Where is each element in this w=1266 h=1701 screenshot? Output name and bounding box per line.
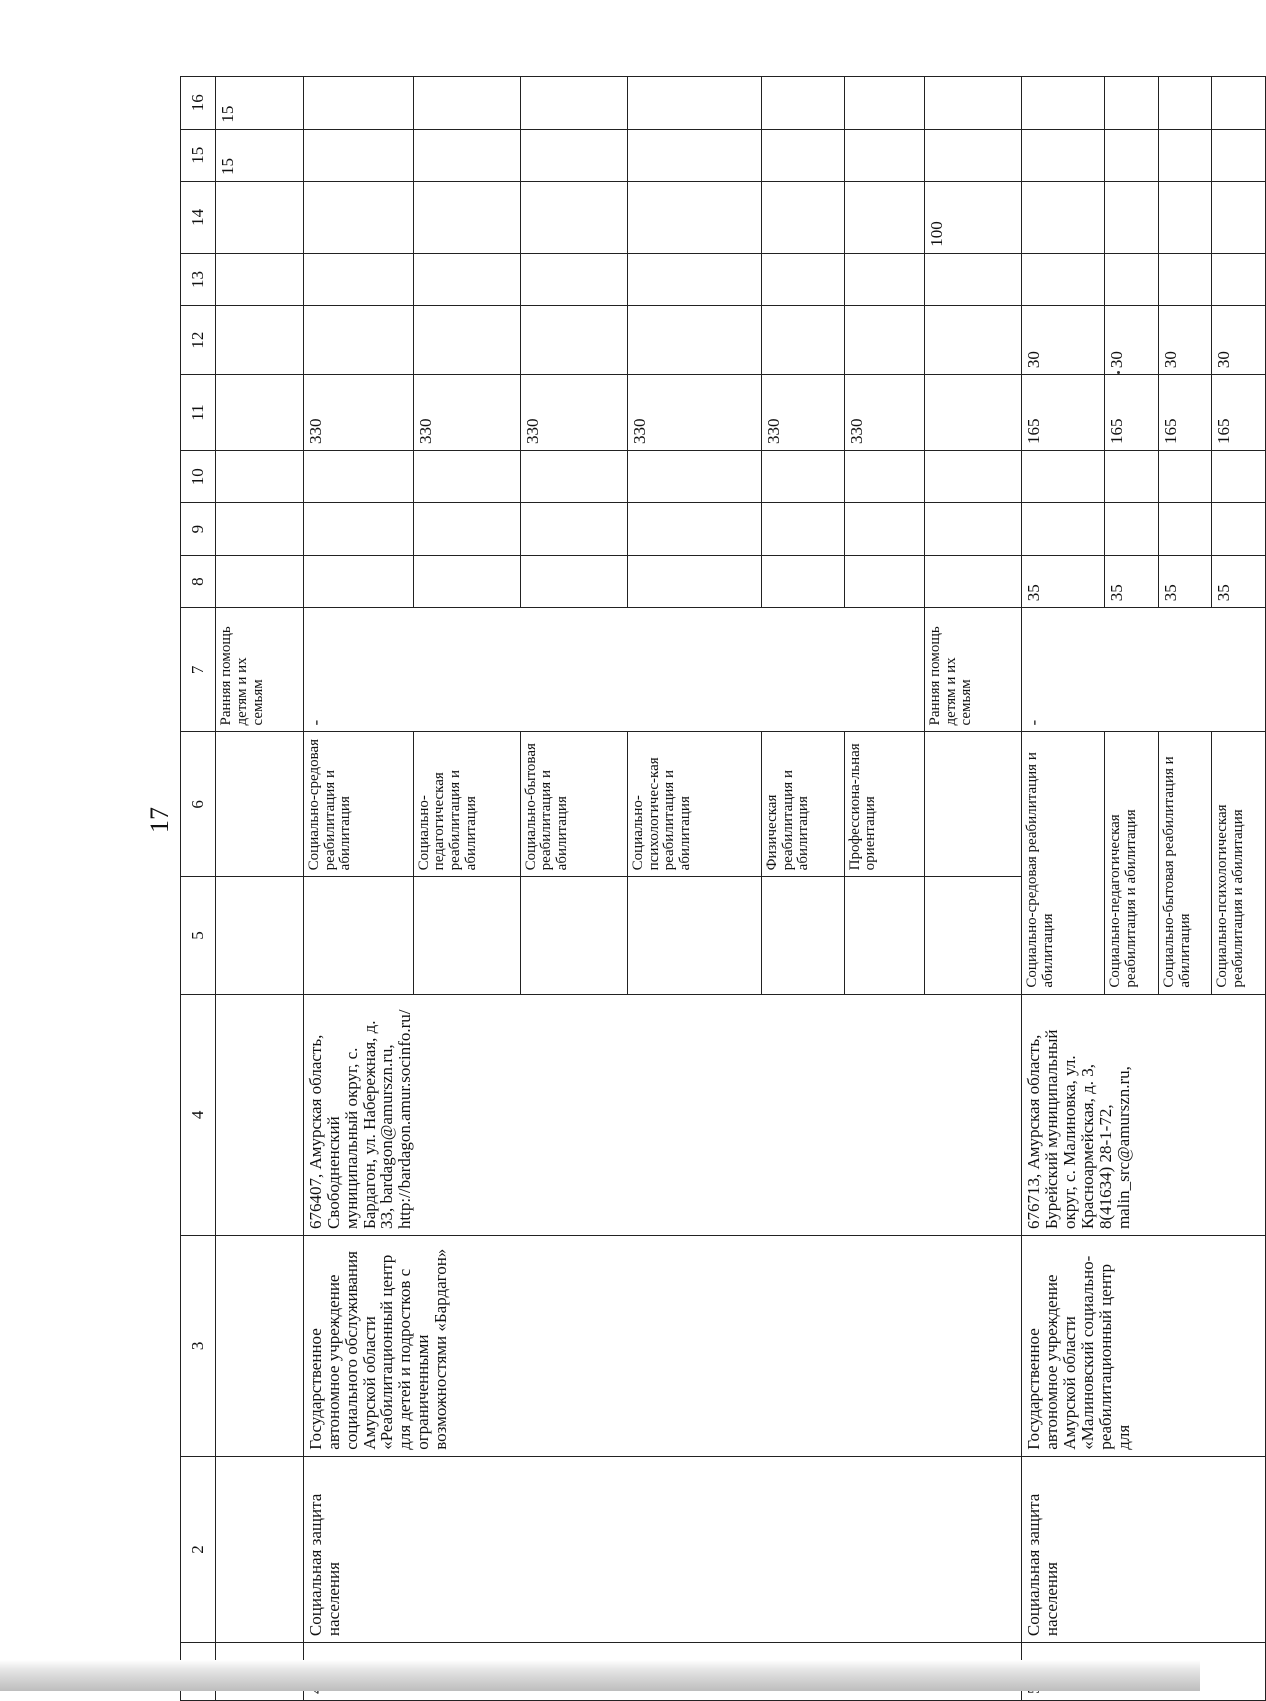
service-name: Профессиона-льная ориентация <box>844 732 924 877</box>
early-help-cell: Ранняя помощь детям и их семьям <box>924 608 1021 732</box>
service-name: Социально-педагогическая реабилитация и абилитация <box>413 732 520 877</box>
service-name: Социально-бытовая реабилитация и абилитация <box>520 732 627 877</box>
institution-cell: Государственное автономное учреждение социального обслуживания Амурской области «Реабилитационный центр для детей и подростков с ограниченными возможностями «Бардагон» <box>303 1236 1021 1457</box>
value-cell: 330 <box>761 375 844 451</box>
address-cell: 676407, Амурская область, Свободненский муниципальный округ, с. Бардагон, ул. Набережная, д. 33, bardagon@amurszn.ru, http://bardagon.amur.socinfo.ru/ <box>303 994 1021 1235</box>
early-help-cell: Ранняя помощь детям и их семьям <box>216 608 304 732</box>
value-cell: 330 <box>627 375 761 451</box>
value-cell: 35 <box>1212 555 1266 607</box>
column-number: 3 <box>181 1236 216 1457</box>
value-cell: 165 <box>1022 375 1105 451</box>
value-cell: 35 <box>1022 555 1105 607</box>
column-number: 12 <box>181 306 216 375</box>
column-number: 4 <box>181 994 216 1235</box>
address-cell: 676713, Амурская область, Бурейский муниципальный округ, с. Малиновка, ул. Красноармейская, д. 3, 8(41634) 28-1-72, malin_src@amurszn.ru, <box>1022 994 1266 1235</box>
sector-cell: Социальная защита населения <box>303 1456 1021 1642</box>
services-table <box>180 76 1266 1701</box>
page-number: 17 <box>145 807 174 833</box>
value-cell: 330 <box>303 375 413 451</box>
scan-edge-shadow <box>0 1660 1200 1691</box>
column-number: 9 <box>181 503 216 555</box>
rotated-table-container <box>180 76 1266 1701</box>
service-name: Социально-бытовая реабилитация и абилитация <box>1158 732 1212 994</box>
value-cell: 30 <box>1105 306 1159 375</box>
value-cell: 30 <box>1212 306 1266 375</box>
service-name: Социально-средовая реабилитация и абилитация <box>303 732 413 877</box>
value-cell: 165 <box>1105 375 1159 451</box>
sector-cell: Социальная защита населения <box>1022 1456 1266 1642</box>
column-number: 14 <box>181 182 216 254</box>
value-cell: 15 <box>216 77 304 130</box>
value-cell: 30 <box>1158 306 1212 375</box>
value-cell: 330 <box>520 375 627 451</box>
column-number: 6 <box>181 732 216 877</box>
value-cell: 35 <box>1158 555 1212 607</box>
value-cell: 15 <box>216 129 304 181</box>
service-name: Социально-средовая реабилитация и абилитация <box>1022 732 1105 994</box>
value-cell: 330 <box>844 375 924 451</box>
column-number: 10 <box>181 451 216 503</box>
dash-cell: - <box>303 608 924 732</box>
value-cell: 165 <box>1212 375 1266 451</box>
value-cell: 100 <box>924 182 1021 254</box>
value-cell: 30 <box>1022 306 1105 375</box>
column-number: 11 <box>181 375 216 451</box>
table-row <box>216 77 304 1701</box>
column-number: 8 <box>181 555 216 607</box>
column-number: 5 <box>181 877 216 994</box>
value-cell: 330 <box>413 375 520 451</box>
service-name: Физическая реабилитация и абилитация <box>761 732 844 877</box>
institution-cell: Государственное автономное учреждение Амурской области «Малиновский социально-реабилитационный центр для <box>1022 1236 1266 1457</box>
scan-speck <box>1117 371 1120 374</box>
column-number: 15 <box>181 129 216 181</box>
value-cell: 165 <box>1158 375 1212 451</box>
column-number: 2 <box>181 1456 216 1642</box>
column-number: 16 <box>181 77 216 130</box>
value-cell: 35 <box>1105 555 1159 607</box>
dash-cell: - <box>1022 608 1266 732</box>
service-name: Социально-психологичес-кая реабилитация и абилитация <box>627 732 761 877</box>
service-name: Социально-педагогическая реабилитация и абилитация <box>1105 732 1159 994</box>
column-number: 13 <box>181 253 216 305</box>
table-row <box>1022 77 1105 1701</box>
column-number: 7 <box>181 608 216 732</box>
service-name: Социально-психологическая реабилитация и абилитация <box>1212 732 1266 994</box>
column-number-row <box>181 77 216 1701</box>
table-row <box>303 77 413 1701</box>
